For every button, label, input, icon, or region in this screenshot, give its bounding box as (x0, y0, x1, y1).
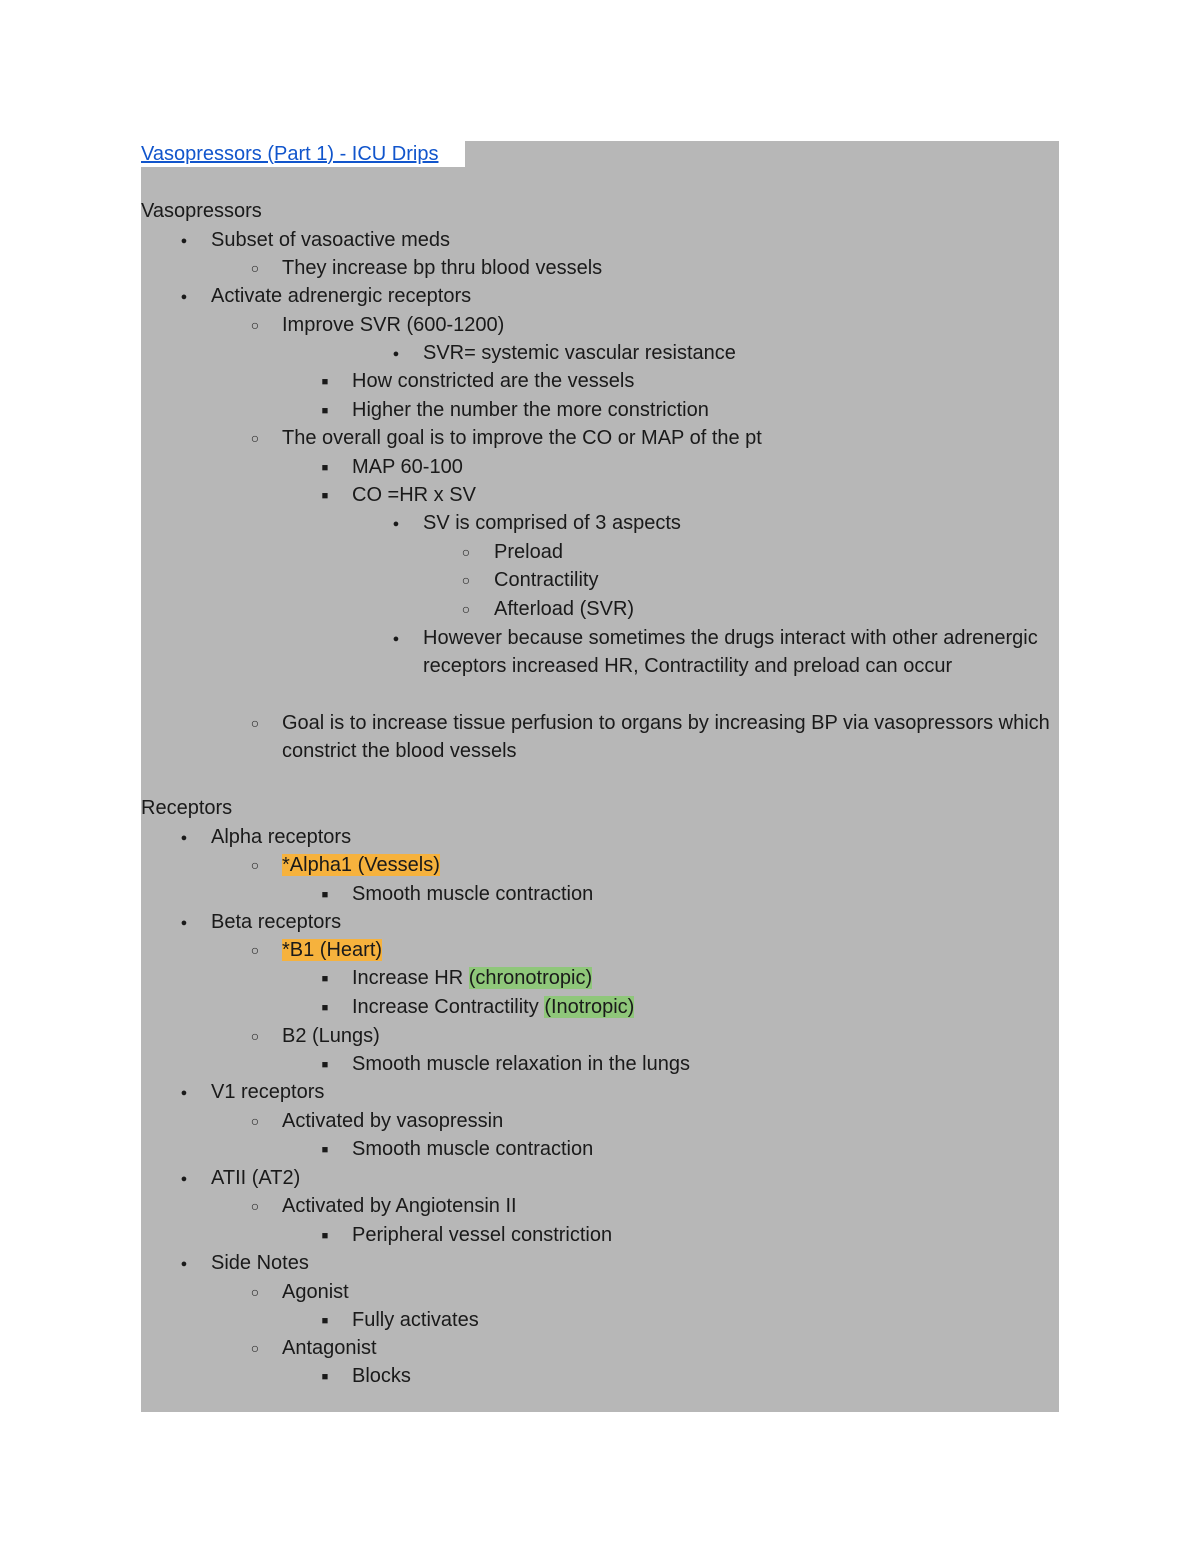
square-bullet-icon (318, 367, 332, 396)
list-item: Antagonist (282, 1337, 377, 1359)
list-item: Activated by Angiotensin II (282, 1195, 517, 1217)
disc-bullet-icon (389, 624, 403, 653)
square-bullet-icon (318, 453, 332, 482)
disc-bullet-icon (177, 1249, 191, 1278)
circle-bullet-icon (248, 709, 262, 738)
list-item: V1 receptors (211, 1081, 325, 1103)
list-item (282, 851, 440, 879)
list-item: Smooth muscle relaxation in the lungs (352, 1053, 690, 1075)
disc-bullet-icon (177, 908, 191, 937)
circle-bullet-icon (248, 424, 262, 453)
circle-bullet-icon (248, 1278, 262, 1307)
list-item: Goal is to increase tissue perfusion to organs by increasing BP via vasopressors which constrict the blood vessels (282, 712, 1050, 763)
list-item: Agonist (282, 1281, 349, 1303)
circle-bullet-icon (248, 1107, 262, 1136)
list-item: MAP 60-100 (352, 456, 463, 478)
highlight-b1: *B1 (Heart) (282, 939, 383, 961)
circle-bullet-icon (248, 1192, 262, 1221)
list-item (282, 936, 382, 964)
list-item: SVR= systemic vascular resistance (423, 342, 736, 364)
list-item: B2 (Lungs) (282, 1025, 380, 1047)
circle-bullet-icon (248, 936, 262, 965)
square-bullet-icon (318, 1050, 332, 1079)
circle-bullet-icon (459, 595, 473, 624)
list-item: Alpha receptors (211, 826, 352, 848)
disc-bullet-icon (177, 823, 191, 852)
disc-bullet-icon (389, 509, 403, 538)
list-item: Activated by vasopressin (282, 1110, 504, 1132)
square-bullet-icon (318, 880, 332, 909)
list-item: Contractility (494, 569, 599, 591)
square-bullet-icon (318, 993, 332, 1022)
disc-bullet-icon (177, 1078, 191, 1107)
list-item: ATII (AT2) (211, 1167, 301, 1189)
circle-bullet-icon (248, 1022, 262, 1051)
title-link[interactable]: Vasopressors (Part 1) - ICU Drips (141, 143, 439, 165)
b1-hr-text: Increase HR (352, 967, 464, 989)
circle-bullet-icon (248, 311, 262, 340)
list-item: Fully activates (352, 1309, 479, 1331)
square-bullet-icon (318, 396, 332, 425)
highlight-inotropic: (Inotropic) (544, 996, 635, 1018)
list-item: They increase bp thru blood vessels (282, 257, 603, 279)
circle-bullet-icon (459, 566, 473, 595)
list-item: Subset of vasoactive meds (211, 229, 451, 251)
circle-bullet-icon (248, 254, 262, 283)
list-item: SV is comprised of 3 aspects (423, 512, 681, 534)
square-bullet-icon (318, 1306, 332, 1335)
disc-bullet-icon (177, 1164, 191, 1193)
square-bullet-icon (318, 1135, 332, 1164)
list-item: Peripheral vessel constriction (352, 1224, 613, 1246)
list-item: Beta receptors (211, 911, 342, 933)
list-item: However because sometimes the drugs interact with other adrenergic receptors increased HR, Contractility and preload can occur (423, 627, 1038, 678)
list-item: Activate adrenergic receptors (211, 285, 472, 307)
disc-bullet-icon (177, 226, 191, 255)
list-item: Smooth muscle contraction (352, 1138, 594, 1160)
square-bullet-icon (318, 481, 332, 510)
list-item: Preload (494, 541, 563, 563)
section-heading-vasopressors: Vasopressors (141, 200, 262, 222)
list-item (352, 993, 634, 1021)
list-item: The overall goal is to improve the CO or MAP of the pt (282, 427, 762, 449)
circle-bullet-icon (248, 1334, 262, 1363)
list-item: Higher the number the more constriction (352, 399, 709, 421)
list-item: Smooth muscle contraction (352, 883, 594, 905)
section-heading-receptors: Receptors (141, 797, 233, 819)
circle-bullet-icon (459, 538, 473, 567)
list-item: CO =HR x SV (352, 484, 476, 506)
square-bullet-icon (318, 964, 332, 993)
square-bullet-icon (318, 1362, 332, 1391)
highlight-chronotropic: (chronotropic) (468, 967, 593, 989)
list-item: Blocks (352, 1365, 411, 1387)
disc-bullet-icon (177, 282, 191, 311)
list-item (352, 964, 592, 992)
highlight-alpha1: *Alpha1 (Vessels) (282, 854, 440, 876)
square-bullet-icon (318, 1221, 332, 1250)
b1-contractility-text: Increase Contractility (352, 996, 539, 1018)
circle-bullet-icon (248, 851, 262, 880)
disc-bullet-icon (389, 339, 403, 368)
list-item: Afterload (SVR) (494, 598, 635, 620)
list-item: How constricted are the vessels (352, 370, 635, 392)
list-item: Improve SVR (600-1200) (282, 314, 505, 336)
list-item: Side Notes (211, 1252, 309, 1274)
